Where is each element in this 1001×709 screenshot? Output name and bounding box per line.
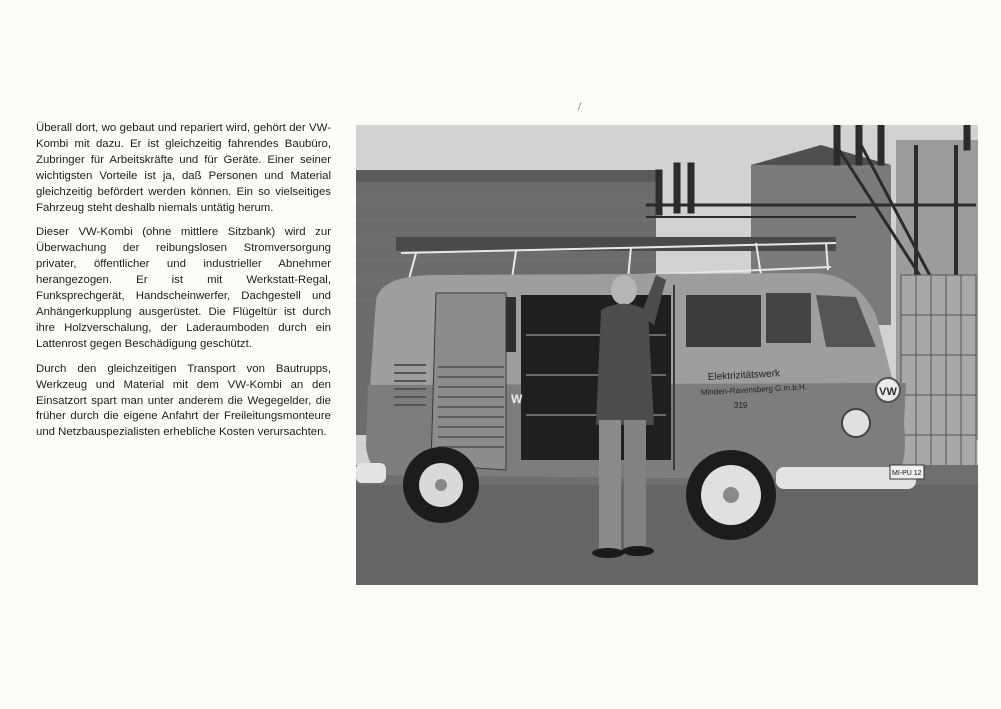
cargo-door-lettering: W [511,392,523,406]
license-plate: MI-PU 12 [892,470,922,477]
body-text-column [36,121,331,450]
rear-wheel [403,447,479,523]
van-lettering-line3: 319 [734,401,748,410]
paragraph-2: Dieser VW-Kombi (ohne mittlere Sitzbank) wird zur Überwachung der reibungslosen Stromversorgung privater, öffentlicher und industrieller Abnehmer herangezogen. Er ist mit Werkstatt-Regal, Funksprechgerät, Handscheinwerfer, Dachgestell und Anhängerkupplung ausgerüstet. Die Flügeltür ist durch ihre Holzverschalung, der Laderaumboden durch ein Lattenrost gegen Beschädigung geschützt. [36,226,331,350]
van-lettering-line1: Elektrizitätswerk [707,368,781,383]
wire-fence [901,275,976,475]
van-lettering-line2: Minden-Ravensberg G.m.b.H. [700,382,808,397]
front-wheel [686,450,776,540]
paragraph-1: Überall dort, wo gebaut und repariert wird, gehört der VW-Kombi mit dazu. Er ist gleichzeitig fahrendes Baubüro, Zubringer für Arbeitskräfte und für Geräte. Einer seiner wichtigsten Vorteile ist ja, daß Personen und Material gleichzeitig befördert werden können. Ein so vielseitiges Fahrzeug steht deshalb niemals untätig herum. [36,122,331,214]
svg-text:VW: VW [879,386,897,398]
paragraph-3: Durch den gleichzeitigen Transport von Bautrupps, Werkzeug und Material mit dem VW-Kombi an den Einsatzort spart man unter anderem die Wegegelder, die früher durch die eigene Anfahrt der Freileitungsmonteure und Netzbauspezialisten erhebliche Kosten verursachten. [36,362,331,439]
paper-mark [577,102,581,111]
vw-kombi-photo [356,125,978,585]
